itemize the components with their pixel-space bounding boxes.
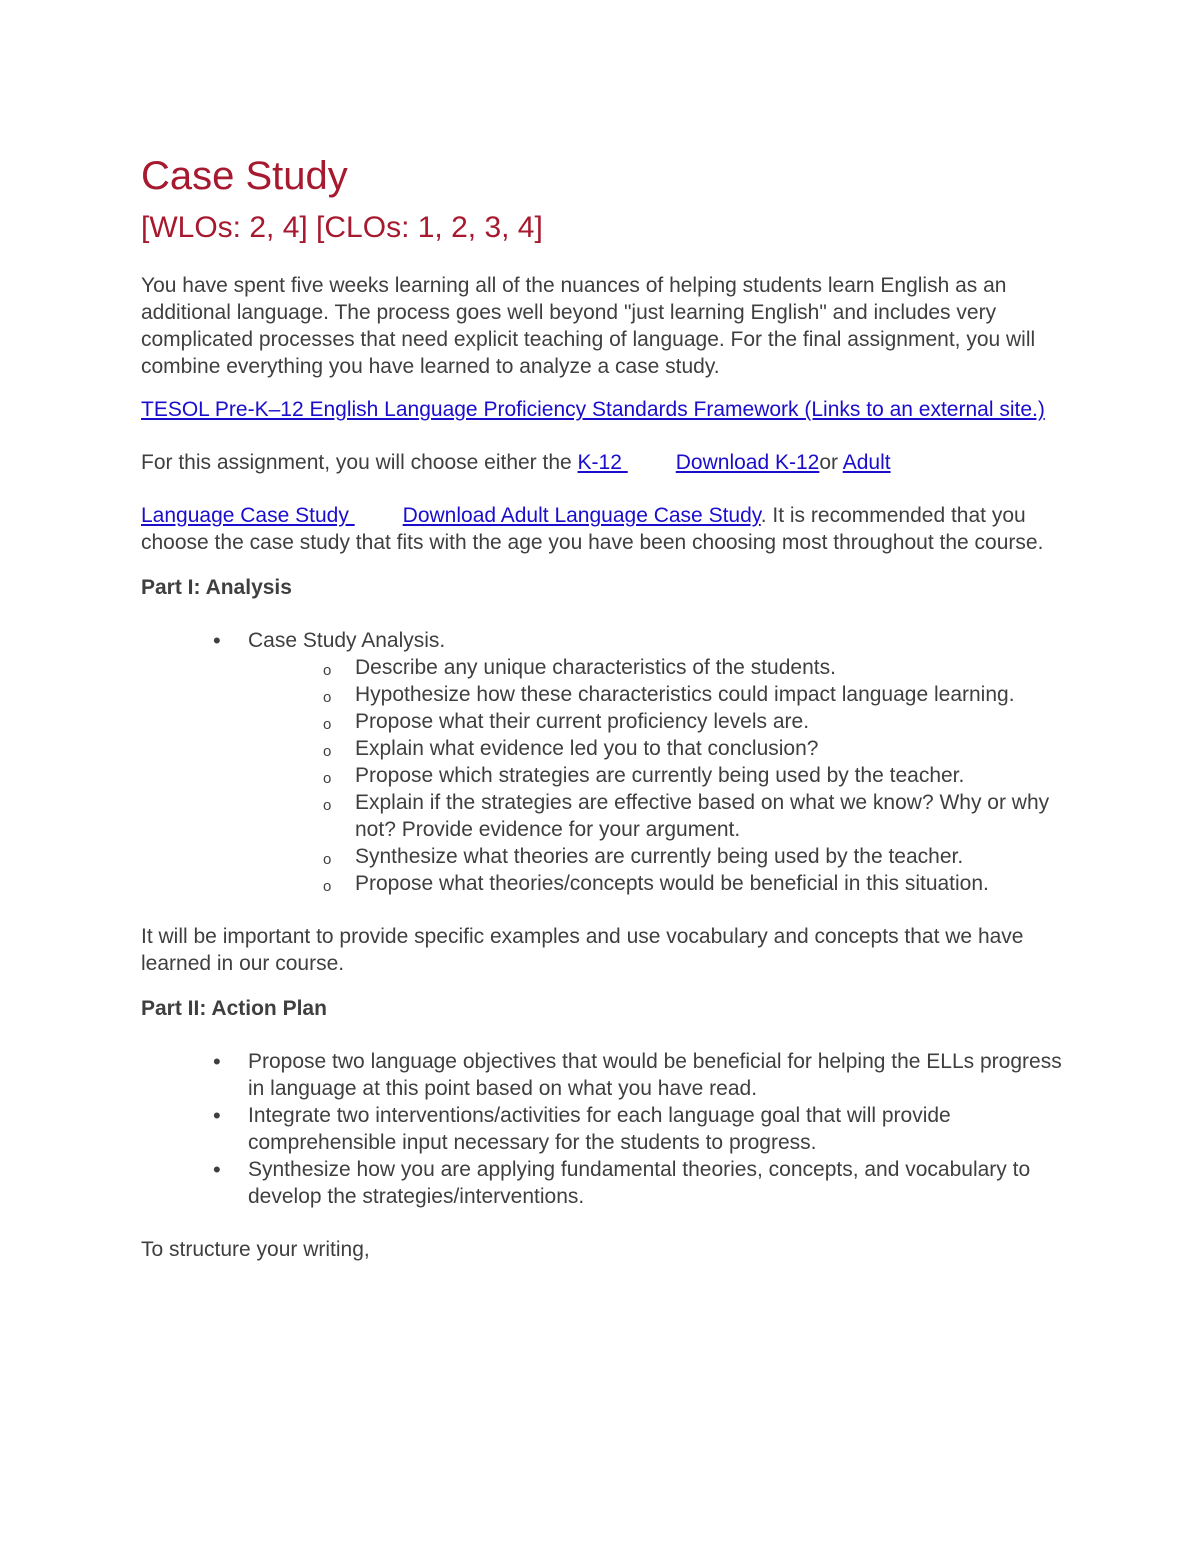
sub-list-item-text: Explain what evidence led you to that conclusion?	[355, 737, 819, 760]
circle-bullet-icon: o	[323, 797, 332, 814]
sub-list-item	[248, 789, 1066, 843]
adult-download-link[interactable]: Download Adult Language Case Study	[402, 504, 761, 527]
list-item	[141, 1102, 1066, 1156]
circle-bullet-icon: o	[323, 743, 332, 760]
circle-bullet-icon: o	[323, 851, 332, 868]
sub-list-item-text: Synthesize what theories are currently being used by the teacher.	[355, 845, 964, 868]
list-item	[141, 627, 1066, 897]
sub-list-item	[248, 654, 1066, 681]
sub-list-item	[248, 762, 1066, 789]
bullet-icon: •	[213, 1049, 221, 1074]
choose-suffix: . It is recommended that you choose the case study that fits with the age you have been choosing most throughout the course.	[141, 504, 1044, 554]
adult-link-continued[interactable]: Language Case Study	[141, 504, 355, 527]
k12-download-link[interactable]: Download K-12	[675, 451, 820, 474]
sub-list-item-text: Propose which strategies are currently being used by the teacher.	[355, 764, 965, 787]
sub-list-item-text: Hypothesize how these characteristics could impact language learning.	[355, 683, 1015, 706]
list-item-text: Propose two language objectives that would be beneficial for helping the ELLs progress in language at this point based on what you have read.	[248, 1050, 1062, 1100]
choose-paragraph-line2	[141, 502, 1066, 556]
circle-bullet-icon: o	[323, 770, 332, 787]
bullet-icon: •	[213, 628, 221, 653]
sub-list-item	[248, 735, 1066, 762]
tesol-link[interactable]: TESOL Pre-K–12 English Language Proficiency Standards Framework (Links to an external site.)	[141, 398, 1045, 421]
sub-list-item	[248, 708, 1066, 735]
sub-list-item	[248, 870, 1066, 897]
part1-note: It will be important to provide specific examples and use vocabulary and concepts that we have learned in our course.	[141, 925, 1024, 975]
document-page	[141, 150, 1066, 1263]
part2-list	[141, 1048, 1066, 1210]
page-title: Case Study	[141, 154, 348, 198]
choose-paragraph-line1	[141, 449, 1066, 476]
part1-sublist	[248, 654, 1066, 897]
adult-link[interactable]: Adult	[842, 451, 891, 474]
list-item	[141, 1156, 1066, 1210]
sub-list-item-text: Describe any unique characteristics of the students.	[355, 656, 836, 679]
part2-heading: Part II: Action Plan	[141, 997, 327, 1020]
bullet-icon: •	[213, 1103, 221, 1128]
sub-list-item	[248, 681, 1066, 708]
intro-paragraph: You have spent five weeks learning all of the nuances of helping students learn English as an additional language. The process goes well beyond "just learning English" and includes very complicated processes that need explicit teaching of language. For the final assignment, you will combine everything you have learned to analyze a case study.	[141, 274, 1036, 378]
list-item-text: Case Study Analysis.	[248, 629, 446, 652]
circle-bullet-icon: o	[323, 878, 332, 895]
choose-prefix: For this assignment, you will choose either the	[141, 451, 578, 474]
part1-heading: Part I: Analysis	[141, 576, 292, 599]
sub-list-item-text: Propose what their current proficiency levels are.	[355, 710, 810, 733]
sub-list-item-text: Explain if the strategies are effective based on what we know? Why or why not? Provide evidence for your argument.	[355, 791, 1050, 841]
list-item-text: Integrate two interventions/activities for each language goal that will provide comprehensible input necessary for the students to progress.	[248, 1104, 951, 1154]
list-item-text: Synthesize how you are applying fundamental theories, concepts, and vocabulary to develop the strategies/interventions.	[248, 1158, 1031, 1208]
sub-list-item-text: Propose what theories/concepts would be beneficial in this situation.	[355, 872, 989, 895]
sub-list-item	[248, 843, 1066, 870]
circle-bullet-icon: o	[323, 689, 332, 706]
part1-list	[141, 627, 1066, 897]
circle-bullet-icon: o	[323, 716, 332, 733]
list-item	[141, 1048, 1066, 1102]
tesol-paragraph	[141, 396, 1066, 423]
circle-bullet-icon: o	[323, 662, 332, 679]
bullet-icon: •	[213, 1157, 221, 1182]
closing-paragraph: To structure your writing,	[141, 1238, 370, 1261]
or-text: or	[819, 451, 843, 474]
page-subtitle: [WLOs: 2, 4] [CLOs: 1, 2, 3, 4]	[141, 211, 543, 244]
k12-link[interactable]: K-12	[577, 451, 628, 474]
